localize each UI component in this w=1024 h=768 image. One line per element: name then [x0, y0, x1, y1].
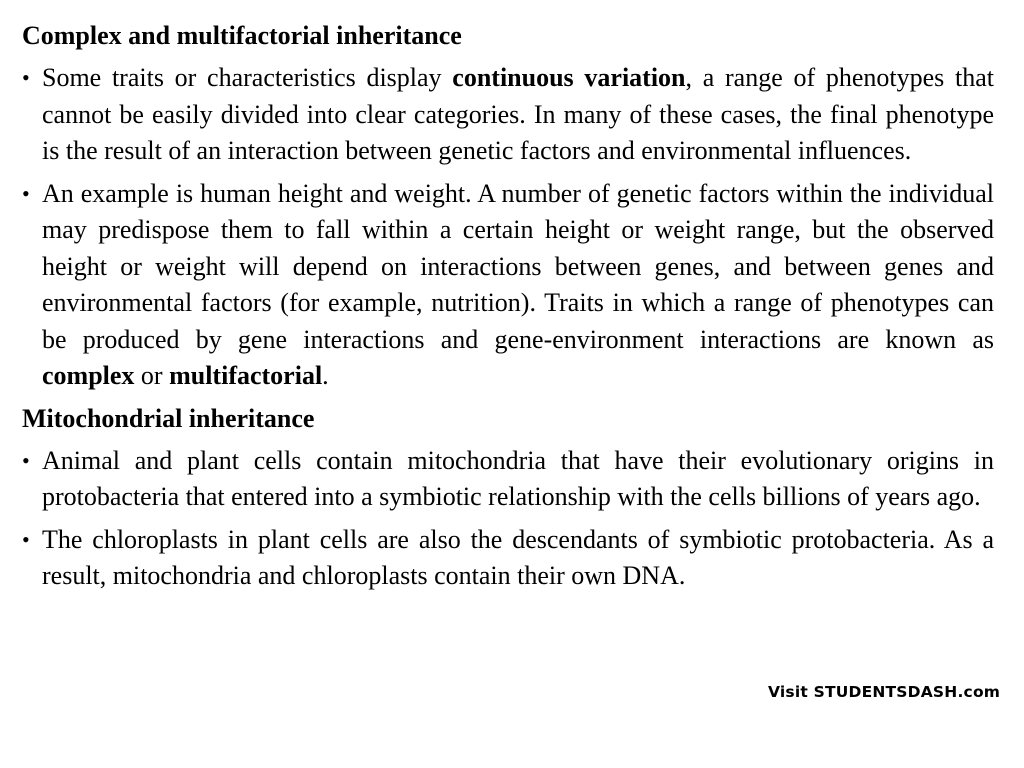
bullet-list-complex-inheritance [22, 60, 994, 395]
bullet-text-run: or [134, 361, 170, 390]
slide-content [22, 18, 994, 601]
bullet-item [22, 60, 994, 170]
bullet-item [22, 443, 994, 516]
bullet-text-bold-run: continuous variation [452, 63, 686, 92]
bullet-text-bold-run: complex [42, 361, 135, 390]
bullet-dot-icon: • [22, 447, 30, 473]
bullet-dot-icon: • [22, 180, 30, 206]
watermark-text: Visit STUDENTSDASH.com [768, 683, 1001, 701]
bullet-text [42, 179, 994, 391]
section-heading-complex-inheritance: Complex and multifactorial inheritance [22, 21, 462, 50]
bullet-text-run: Some traits or characteristics display [42, 63, 453, 92]
bullet-list-mitochondrial-inheritance [22, 443, 994, 595]
bullet-dot-icon: • [22, 526, 30, 552]
section-heading-mitochondrial-inheritance: Mitochondrial inheritance [22, 403, 315, 433]
bullet-text-run: , a range of phenotypes that cannot be easily divided into clear categories. In many of these cases, the final phenotype is the result of an interaction between genetic factors and environmental influences. [42, 63, 994, 165]
bullet-text-bold-run: multifactorial [169, 361, 323, 390]
bullet-text: Animal and plant cells contain mitochondria that have their evolutionary origins in protobacteria that entered into a symbiotic relationship with the cells billions of years ago. [42, 445, 994, 511]
bullet-text-run: An example is human height and weight. A number of genetic factors within the individual may predispose them to fall within a certain height or weight range, but the observed height or weight will depend on interactions between genes, and between genes and environmental factors (for example, nutrition). Traits in which a range of phenotypes can be produced by gene interactions and gene-environment interactions are known as [42, 178, 994, 354]
bullet-item [22, 176, 994, 395]
bullet-item [22, 522, 994, 595]
bullet-text: The chloroplasts in plant cells are also the descendants of symbiotic protobacteria. As a result, mitochondria and chloroplasts contain their own DNA. [42, 524, 994, 590]
bullet-dot-icon: • [22, 65, 30, 90]
bullet-text-run: . [322, 361, 329, 390]
bullet-text [42, 63, 994, 165]
